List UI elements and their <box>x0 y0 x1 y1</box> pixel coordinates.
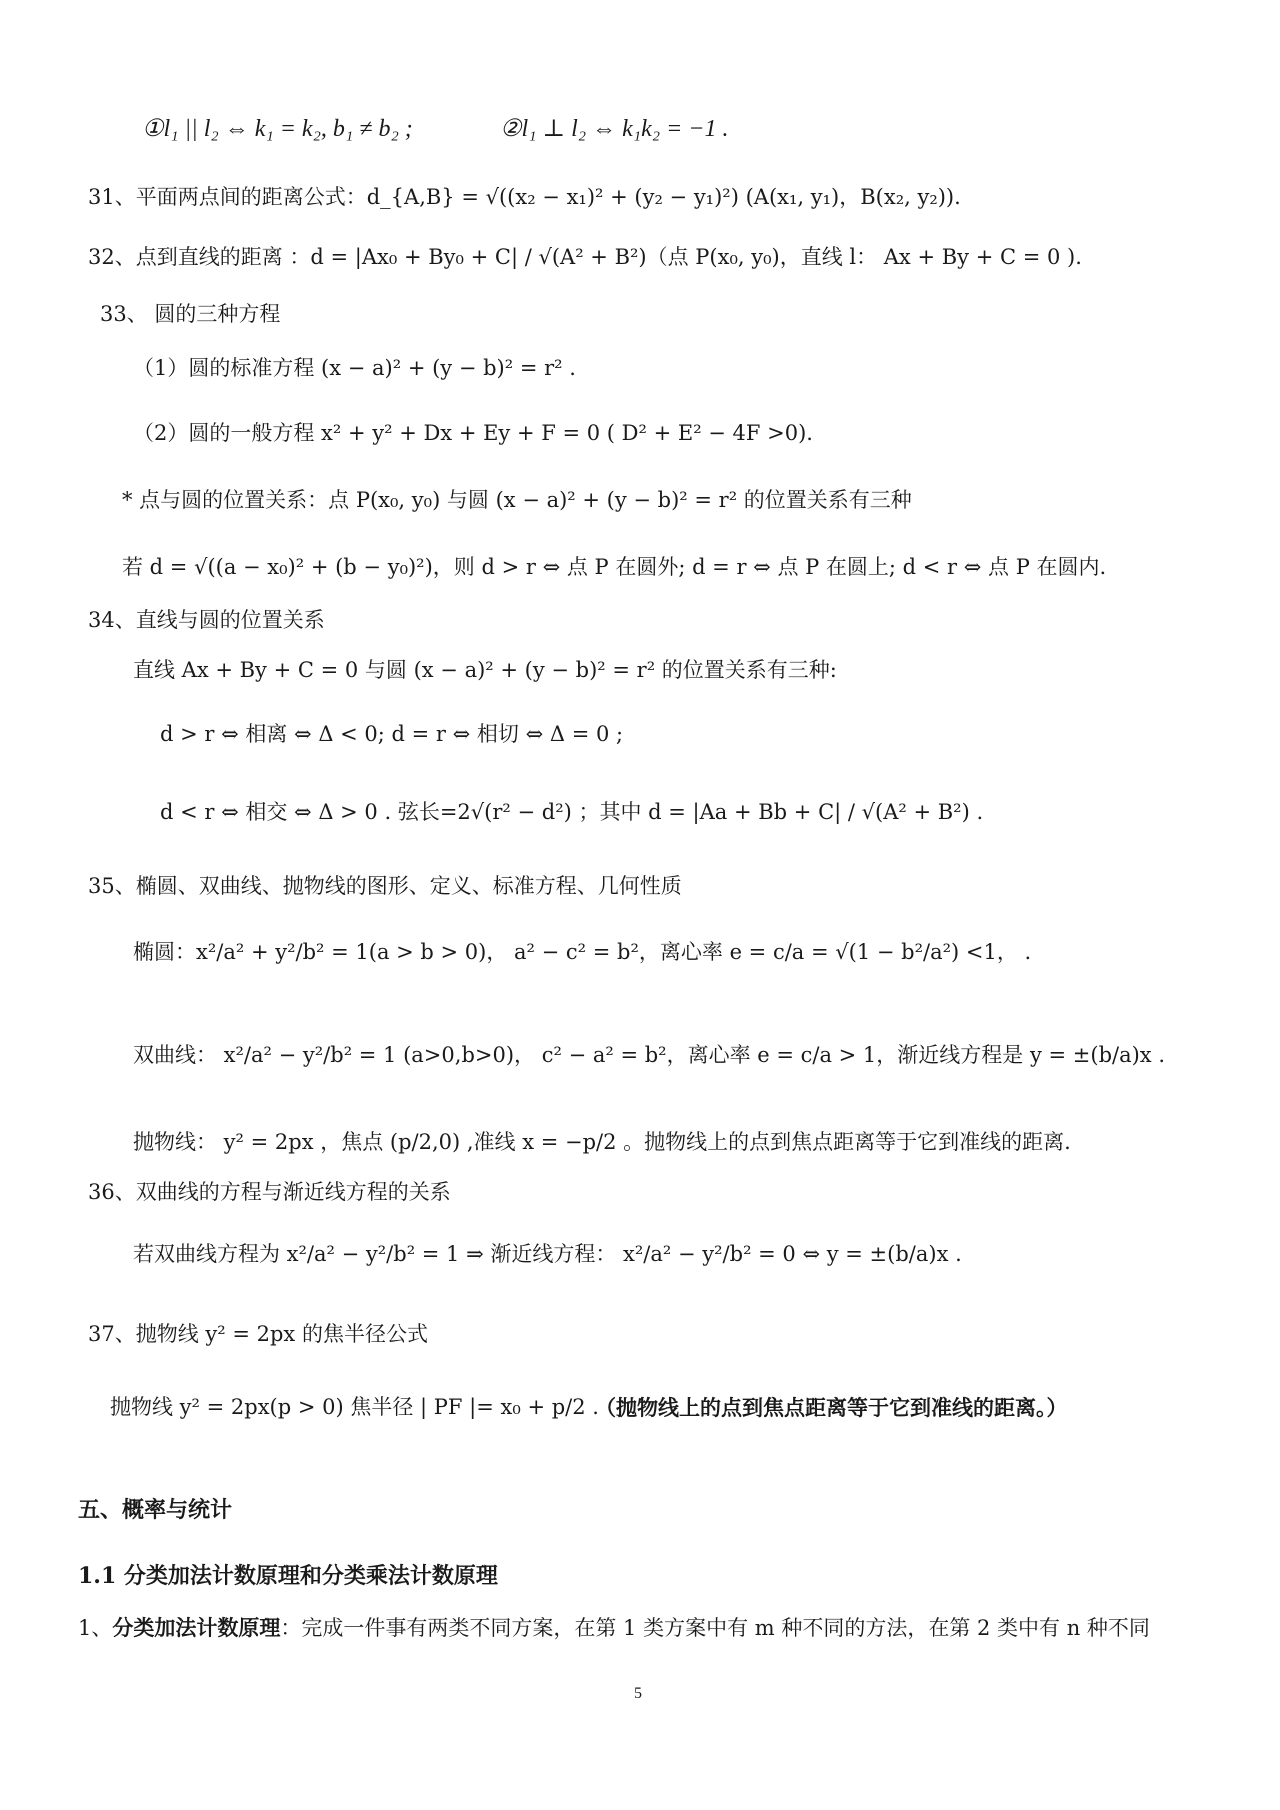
paragraph-1 <box>78 1615 1150 1641</box>
item-33-point-circle: * 点与圆的位置关系：点 P(x₀, y₀) 与圆 (x − a)² + (y − b)² = r² 的位置关系有三种 <box>122 488 912 512</box>
item-36-relation: 若双曲线方程为 x²/a² − y²/b² = 1 ⇒ 渐近线方程： x²/a² − y²/b² = 0 ⇔ y = ±(b/a)x . <box>133 1242 962 1266</box>
item-36: 36、双曲线的方程与渐近线方程的关系 <box>88 1180 451 1204</box>
parallel-condition: ①l₁ || l₂ ⇔ k₁ = k₂, b₁ ≠ b₂ ; <box>142 116 413 142</box>
item-37-note: （抛物线上的点到焦点距离等于它到准线的距离。） <box>595 1395 1068 1420</box>
section-heading-probability: 五、概率与统计 <box>78 1497 233 1523</box>
paragraph-1-term: 分类加法计数原理 <box>112 1615 281 1640</box>
item-34: 34、直线与圆的位置关系 <box>88 608 325 632</box>
item-37-formula: 抛物线 y² = 2px(p > 0) 焦半径 | PF |= x₀ + p/2 . <box>110 1395 599 1419</box>
item-32: 32、点到直线的距离 ：d = |Ax₀ + By₀ + C| / √(A² + B²)（点 P(x₀, y₀)，直线 l： Ax + By + C = 0 ). <box>88 245 1082 269</box>
paragraph-1-body: ：完成一件事有两类不同方案，在第 1 类方案中有 m 种不同的方法，在第 2 类中有 n 种不同 <box>280 1616 1150 1640</box>
item-35-ellipse: 椭圆：x²/a² + y²/b² = 1(a > b > 0)， a² − c² = b²，离心率 e = c/a = √(1 − b²/a²) <1， . <box>133 940 1032 964</box>
perpendicular-condition: ②l₁ ⊥ l₂ ⇔ k₁k₂ = −1 . <box>500 116 729 142</box>
item-34-cases-2: d < r ⇔ 相交 ⇔ Δ > 0 . 弦长=2√(r² − d²) ；其中 d = |Aa + Bb + C| / √(A² + B²) . <box>160 800 984 824</box>
item-35-parabola: 抛物线： y² = 2px ，焦点 (p/2,0) ,准线 x = −p/2 。抛物线上的点到焦点距离等于它到准线的距离. <box>133 1130 1071 1154</box>
item-31: 31、平面两点间的距离公式：d_{A,B} = √((x₂ − x₁)² + (y₂ − y₁)²) (A(x₁, y₁)，B(x₂, y₂)). <box>88 185 961 209</box>
item-37: 37、抛物线 y² = 2px 的焦半径公式 <box>88 1322 428 1346</box>
item-33-standard: （1）圆的标准方程 (x − a)² + (y − b)² = r² . <box>133 356 576 380</box>
page-number: 5 <box>634 1685 642 1702</box>
item-35: 35、椭圆、双曲线、抛物线的图形、定义、标准方程、几何性质 <box>88 874 682 898</box>
item-34-cases-1: d > r ⇔ 相离 ⇔ Δ < 0; d = r ⇔ 相切 ⇔ Δ = 0 ; <box>160 722 624 746</box>
item-34-intro: 直线 Ax + By + C = 0 与圆 (x − a)² + (y − b)² = r² 的位置关系有三种: <box>133 658 837 682</box>
item-33-general: （2）圆的一般方程 x² + y² + Dx + Ey + F = 0 ( D² + E² − 4F >0). <box>133 421 813 445</box>
item-35-hyperbola: 双曲线： x²/a² − y²/b² = 1 (a>0,b>0)， c² − a² = b²，离心率 e = c/a > 1，渐近线方程是 y = ±(b/a)x . <box>133 1043 1165 1067</box>
paragraph-1-number: 1、 <box>78 1616 113 1640</box>
item-33: 33、 圆的三种方程 <box>100 302 281 326</box>
item-33-distance-cases: 若 d = √((a − x₀)² + (b − y₀)²)，则 d > r ⇔ 点 P 在圆外; d = r ⇔ 点 P 在圆上; d < r ⇔ 点 P 在圆内. <box>122 555 1107 579</box>
subsection-heading-counting: 1.1 分类加法计数原理和分类乘法计数原理 <box>78 1563 498 1589</box>
